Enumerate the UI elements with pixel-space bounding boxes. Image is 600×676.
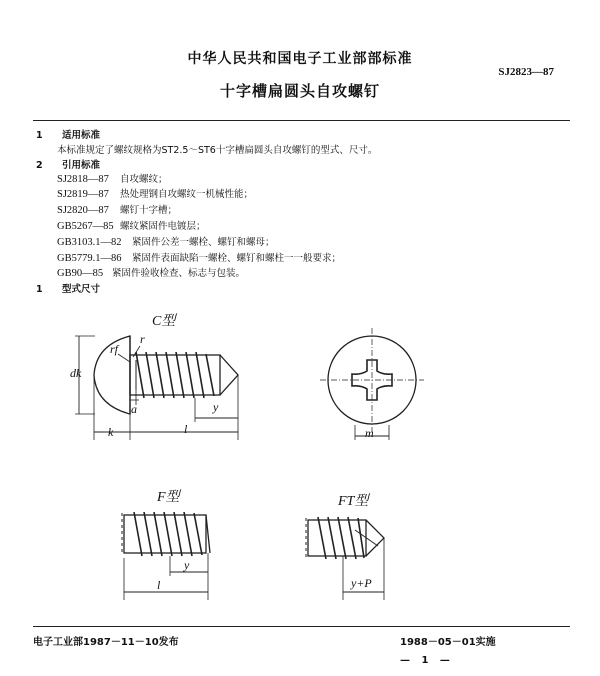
section-1-text: 本标准规定了螺纹规格为ST2.5～ST6十字槽扁圆头自攻螺钉的型式、尺寸。 [57,145,378,156]
reference-item: GB90—85 紧固件验收检查、标志与包装。 [57,268,246,279]
f-type-label: F型 [157,490,180,505]
f-dim-y: y [184,558,190,572]
issue-date: 电子工业部1987－11－10发布 [33,637,179,648]
section-2-heading: 2 引用标准 [36,160,101,171]
dim-k: k [108,425,114,439]
dim-r: r [140,332,145,346]
ft-type-label: FT型 [338,494,369,509]
c-type-label: C型 [152,314,176,329]
effective-date: 1988－05－01实施 [400,637,496,648]
footer-divider [33,626,570,627]
dim-y: y [213,400,219,414]
reference-item: SJ2819—87 热处理钢自攻螺纹一机械性能； [57,189,254,200]
ft-tip [366,520,384,556]
reference-item: GB3103.1—82 紧固件公差一螺栓、螺钉和螺母； [57,237,275,248]
document-title: 十字槽扁圆头自攻螺钉 [219,82,380,100]
issuing-authority: 中华人民共和国电子工业部部标准 [187,51,413,67]
reference-item: SJ2818—87 自攻螺纹； [57,174,168,185]
section-1-heading: 1 适用标准 [36,130,101,141]
ft-shank [308,520,366,556]
dim-m: m [365,426,374,440]
dim-l: l [184,422,188,436]
dim-rf: rf [110,342,119,356]
page-number: — 1 — [400,655,454,666]
f-dim-l: l [157,578,161,592]
ft-thread-lines [318,517,364,559]
ft-dim-yp: y+P [351,576,372,590]
dim-dk: dk [70,366,82,380]
dim-a: a [131,402,137,416]
reference-item: SJ2820—87 螺钉十字槽； [57,205,178,216]
standard-code: SJ2823—87 [498,66,554,78]
reference-item: GB5779.1—86 紧固件表面缺陷一螺栓、螺钉和螺柱一一般要求； [57,253,342,264]
section-3-heading: 1 型式尺寸 [36,284,101,295]
reference-item: GB5267—85 螺纹紧固件电镀层； [57,221,206,232]
